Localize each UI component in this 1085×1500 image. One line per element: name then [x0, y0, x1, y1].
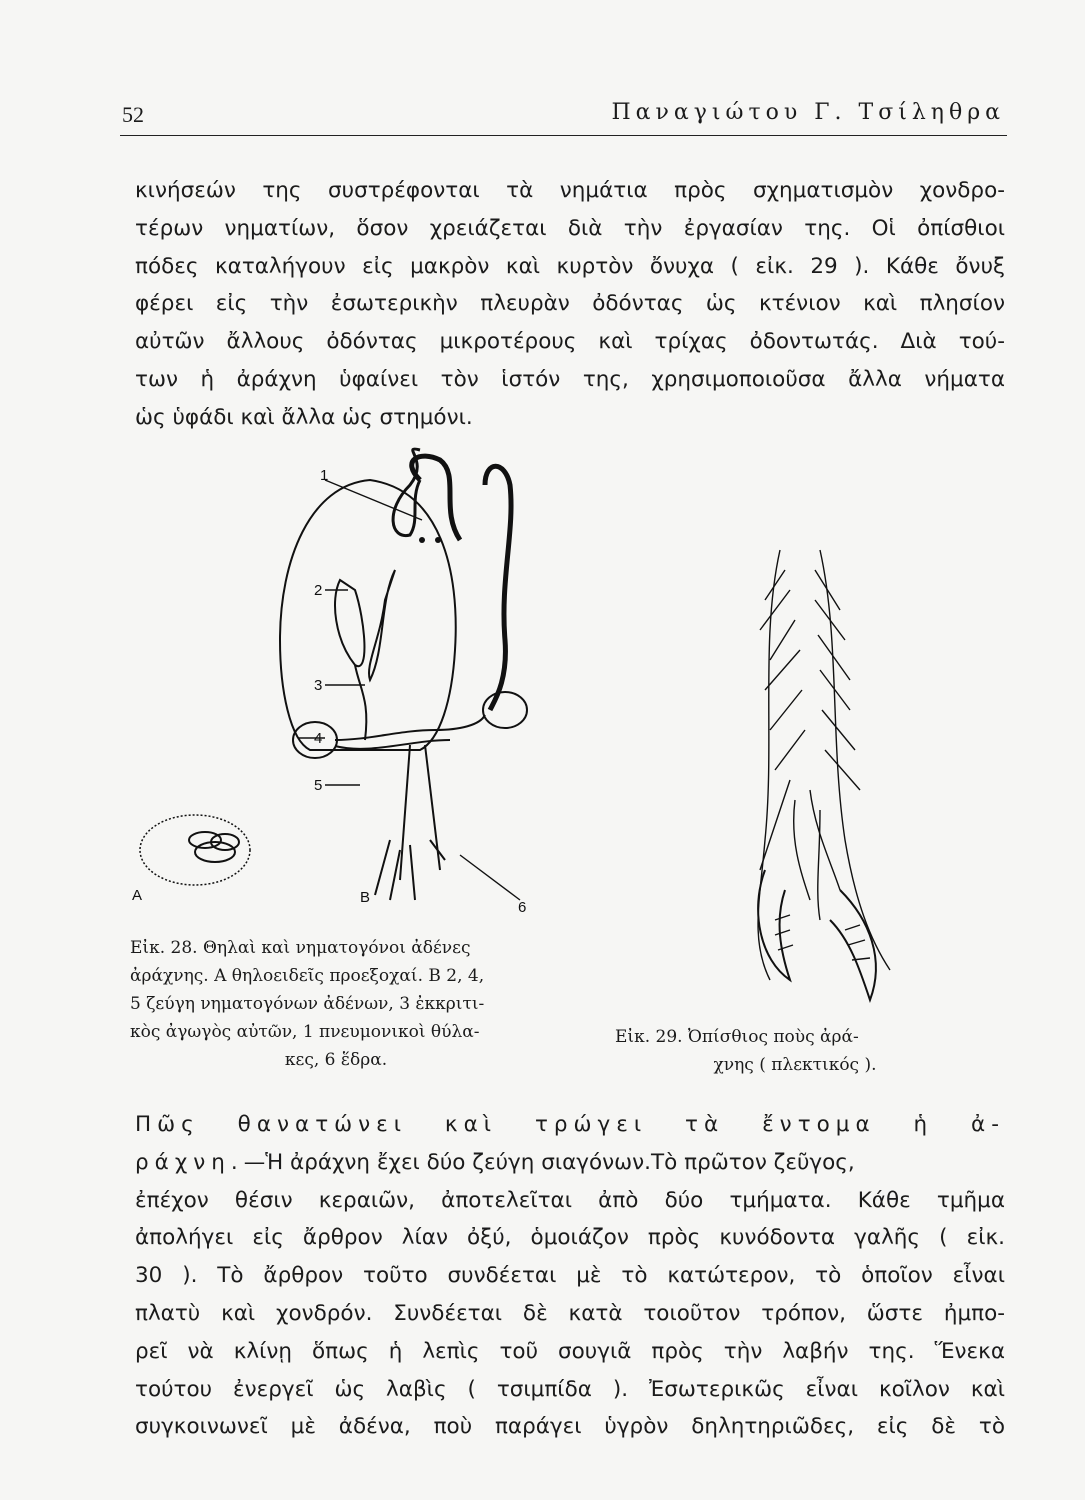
text-line: φέρει εἰς τὴν ἐσωτερικὴν πλευρὰν ὀδόντας ὡς κτένιον καὶ πλησίον: [135, 291, 1005, 317]
label-a: A: [132, 887, 143, 904]
text-line: των ἡ ἀράχνη ὑφαίνει τὸν ἱστόν της, χρησιμοποιοῦσα ἄλλα νήματα: [135, 366, 1005, 392]
label-6: 6: [518, 899, 527, 916]
header-rule: [120, 135, 1007, 136]
text-line: τέρων νηματίων, ὅσον χρειάζεται διὰ τὴν ἐργασίαν της. Οἱ ὀπίσθιοι: [135, 215, 1005, 241]
caption-line: κὸς ἀγωγὸς αὐτῶν, 1 πνευμονικοὶ θύλα-: [130, 1022, 480, 1042]
label-5: 5: [314, 777, 323, 794]
label-3: 3: [314, 677, 323, 694]
section-heading: Πῶς θανατώνει καὶ τρώγει τὰ ἔντομα ἡ ἀ-: [135, 1112, 1005, 1137]
spinneret-base: [400, 745, 440, 880]
caption-line: Εἰκ. 28. Θηλαὶ καὶ νηματογόνοι ἀδένες: [130, 938, 471, 958]
text-line: τούτου ἐνεργεῖ ὡς λαβὶς ( τσιμπίδα ). Ἐσωτερικῶς εἶναι κοῖλον καὶ: [135, 1376, 1005, 1402]
caption-line: Εἰκ. 29. Ὀπίσθιος ποὺς ἀρά-: [615, 1027, 859, 1047]
running-title: Παναγιώτου Γ. Τσίληθρα: [611, 100, 1005, 125]
page-number: 52: [122, 102, 144, 127]
caption-line: κες, 6 ἕδρα.: [284, 1050, 388, 1070]
paragraph-2: [135, 1106, 1005, 1446]
gland-body-outline: [280, 480, 456, 750]
label-4: 4: [314, 730, 323, 747]
text-line: [135, 1144, 1005, 1182]
text-line: ρεῖ νὰ κλίνῃ ὅπως ἡ λεπὶς τοῦ σουγιᾶ πρὸς τὴν λαβήν της. Ἕνεκα: [135, 1338, 1005, 1364]
text-line: αὐτῶν ἄλλους ὀδόντας μικροτέρους καὶ τρίχας ὀδοντωτάς. Διὰ τού-: [135, 329, 1005, 355]
label-2: 2: [314, 582, 323, 599]
figure-29-caption: [615, 1023, 975, 1079]
text-line: ἀπολήγει εἰς ἄρθρον λίαν ὀξύ, ὁμοιάζον πρὸς κυνόδοντα γαλῆς ( εἰκ.: [135, 1225, 1005, 1251]
text-line: 30 ). Τὸ ἄρθρον τοῦτο συνδέεται μὲ τὸ κατώτερον, τὸ ὁποῖον εἶναι: [135, 1263, 1005, 1289]
caption-line: χνης ( πλεκτικός ).: [713, 1055, 877, 1075]
figure-28-illustration: [120, 440, 540, 920]
text-line: πόδες καταλήγουν εἰς μακρὸν καὶ κυρτὸν ὄνυχα ( εἰκ. 29 ). Κάθε ὄνυξ: [135, 253, 1005, 279]
text-line: ὡς ὑφάδι καὶ ἄλλα ὡς στημόνι.: [135, 404, 473, 430]
caption-line: ἀράχνης. Α θηλοειδεῖς προεξοχαί. Β 2, 4,: [130, 966, 485, 986]
text-line-rest: —Ἡ ἀράχνη ἔχει δύο ζεύγη σιαγόνων.Τὸ πρῶτον ζεῦγος,: [243, 1149, 855, 1175]
figure-28-caption: [130, 934, 542, 1074]
section-heading-end: ράχνη.: [135, 1149, 244, 1175]
paragraph-1: [135, 172, 1005, 437]
text-line: πλατὺ καὶ χονδρόν. Συνδέεται δὲ κατὰ τοιοῦτον τρόπον, ὥστε ἠμπο-: [135, 1300, 1005, 1326]
text-line: συγκοινωνεῖ μὲ ἀδένα, ποὺ παράγει ὑγρὸν δηλητηριῶδες, εἰς δὲ τὸ: [135, 1414, 1005, 1440]
text-line: κινήσεών της συστρέφονται τὰ νημάτια πρὸς σχηματισμὸν χονδρο-: [135, 178, 1005, 203]
caption-line: 5 ζεύγη νηματογόνων ἀδένων, 3 ἐκκριτι-: [130, 994, 485, 1014]
section-heading-line: [135, 1106, 1005, 1144]
claw-right: [830, 890, 876, 1000]
label-b: B: [360, 889, 371, 906]
gland-left: [335, 580, 364, 666]
figure-29-illustration: [720, 540, 920, 1010]
text-line: ἐπέχον θέσιν κεραιῶν, ἀποτελεῖται ἀπὸ δύο τμήματα. Κάθε τμῆμα: [135, 1187, 1005, 1213]
leg-segment-outline: [758, 550, 780, 980]
label-1: 1: [320, 467, 329, 484]
gland-right: [369, 570, 395, 680]
pulmonary-sac-tube: [393, 449, 420, 536]
gland-bulb-right: [483, 692, 527, 728]
